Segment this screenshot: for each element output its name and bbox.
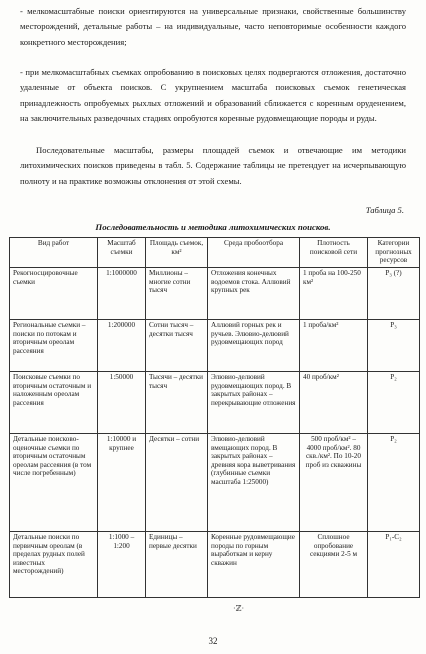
cell-scale: 1:200000 (98, 320, 146, 372)
header-resource-category: Категории прогнозных ресурсов (368, 238, 420, 268)
cell-area: Тысячи – десятки тысяч (146, 372, 208, 434)
cell-work-type: Рекогносцировочные съемки (10, 268, 98, 320)
paragraph-2: - при мелкомасштабных съемках опробованию в поисковых целях подвергаются отложения, достаточно удаленные от объекта поисков. С укрупнением масштаба поисковых съемок генетическая принадлежность опробуемых рыхлых отложений и образований сближается с коренным оруденением, на заключительных разведочных стадиях опробуются коренные рудовмещающие породы и руды. (20, 67, 406, 123)
header-work-type: Вид работ (10, 238, 98, 268)
cell-area: Сотни тысяч – десятки тысяч (146, 320, 208, 372)
paragraph-3: Последовательные масштабы, размеры площадей съемок и отвечающие им методики литохимических поисков приведены в табл. 5. Содержание таблицы не претендует на исчерпывающую полноту и на практике возможны отклонения от этой схемы. (20, 145, 406, 186)
cell-area: Миллионы – многие сотни тысяч (146, 268, 208, 320)
cell-resource-category: P₂ (368, 434, 420, 532)
table-row (10, 320, 420, 372)
cell-scale: 1:10000 и крупнее (98, 434, 146, 532)
cell-work-type: Детальные поисково-оценочные съемки по вторичным остаточным ореолам рассеяния (в том числе погребенным) (10, 434, 98, 532)
cell-resource-category: P₃ (?) (368, 268, 420, 320)
cell-density: 1 проба/км² (300, 320, 368, 372)
cell-density: 500 проб/км² – 4000 проб/км². 80 скв./км². По 10-20 проб из скважины (300, 434, 368, 532)
table-header-row (10, 238, 420, 268)
page-number: 32 (208, 636, 218, 646)
header-area: Площадь съемок, км² (146, 238, 208, 268)
cell-density: Сплошное опробование секциями 2-5 м (300, 532, 368, 598)
cell-work-type: Региональные съемки – поиски по потокам и вторичным ореолам рассеяния (10, 320, 98, 372)
paragraph-1: - мелкомасштабные поиски ориентируются на универсальные признаки, свойственные большинству месторождений, детальные работы – на индивидуальные, часто неповторимые особенности каждого конкретного месторождения; (20, 6, 406, 47)
cell-medium: Элювио-делювий рудовмещающих пород. В закрытых районах – перекрывающие отложения (208, 372, 300, 434)
cell-area: Десятки – сотни (146, 434, 208, 532)
cell-area: Единицы – первые десятки (146, 532, 208, 598)
cell-scale: 1:1000000 (98, 268, 146, 320)
cell-resource-category: P₂ (368, 372, 420, 434)
cell-resource-category: P₃ (368, 320, 420, 372)
table-label: Таблица 5. (365, 205, 404, 215)
table-row (10, 532, 420, 598)
cell-scale: 1:1000 – 1:200 (98, 532, 146, 598)
methods-table (9, 237, 420, 598)
cell-medium: Элювио-делювий вмещающих пород. В закрытых районах – древняя кора выветривания (глубинные съемки масштаба 1:25000) (208, 434, 300, 532)
header-medium: Среда пробоотбора (208, 238, 300, 268)
header-scale: Масштаб съемки (98, 238, 146, 268)
cell-work-type: Поисковые съемки по вторичным остаточным и наложенным ореолам рассеяния (10, 372, 98, 434)
table-caption: Последовательность и методика литохимических поисков. (95, 222, 331, 232)
cell-medium: Отложения конечных водоемов стока. Аллювий крупных рек (208, 268, 300, 320)
cell-medium: Аллювий горных рек и ручьев. Элювио-делювий рудовмещающих пород (208, 320, 300, 372)
table-row (10, 268, 420, 320)
cell-resource-category: P₁-C₂ (368, 532, 420, 598)
scan-mark: ·ℤ· (233, 604, 245, 613)
cell-work-type: Детальные поиски по первичным ореолам (в пределах рудных полей известных месторождений) (10, 532, 98, 598)
table-row (10, 434, 420, 532)
cell-density: 40 проб/км² (300, 372, 368, 434)
cell-scale: 1:50000 (98, 372, 146, 434)
cell-density: 1 проба на 100-250 км² (300, 268, 368, 320)
table-row (10, 372, 420, 434)
cell-medium: Коренные рудовмещающие породы по горным выработкам и керну скважин (208, 532, 300, 598)
header-density: Плотность поисковой сети (300, 238, 368, 268)
